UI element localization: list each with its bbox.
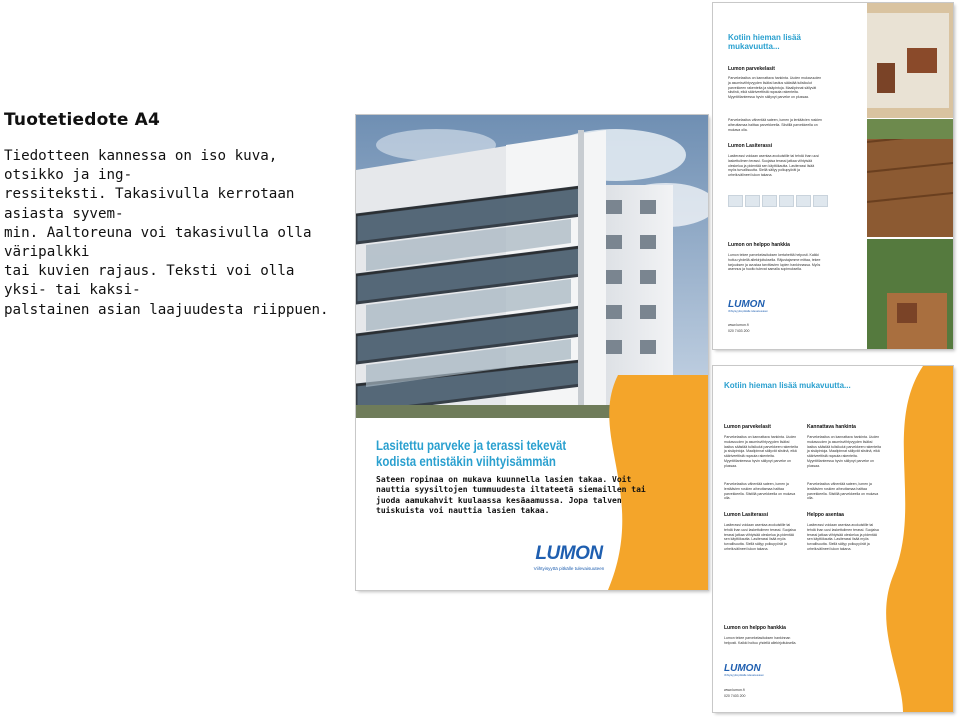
illustration-thumb	[728, 195, 743, 207]
back2-text-left-1: Parvekelasitus on kannattava hankinta. Uuden mukavuuden ja asumisviihtyvyyden lisäksi lasitus säästää tulisikulut parvekkeen rakenteita ja sisäpintoja. Maalipinnat säilyvät siistinä, eikä sääriveettistä rapauta rakenteita. Myyntitilanteessa hyvin säilynyt parveke on plussaa.	[724, 435, 798, 468]
page-title: Tuotetiedote A4	[4, 110, 161, 130]
back2-web: www.lumon.fi	[724, 688, 745, 692]
lumon-logo-small	[728, 299, 768, 313]
back2-heading-bottom: Lumon on helppo hankkia	[724, 625, 786, 631]
lumon-logo-small	[724, 663, 764, 677]
back2-text-left-2: Parvekelasitus vähentää sateen, lumen ja lentäävien roskien aiheuttamaa haittaa parvekkeella. Siistillä parvekkeella on mukava olla.	[724, 482, 796, 501]
illustration-thumb	[813, 195, 828, 207]
back1-phone: 020 7403 200	[728, 329, 750, 333]
back1-text-1: Parvekelasitus on kannattava hankinta. Uuden mukavuuden ja asumisviihtyvyyden lisäksi lasitus säästää tulisikulut parvekkeen rakenteita ja sisäpintoja. Maalipinnat säilyvät siistinä, eikä sääriveettistä rapauta rakenteita. Myyntitilanteessa hyvin säilynyt parveke on plussaa.	[728, 76, 822, 100]
lumon-logo	[524, 543, 614, 571]
illustration-thumb	[779, 195, 794, 207]
back1-text-3: Lasiterassi voidaan asentaa avokuistille tai tehdä ihan uusi laskettuilmen terassi. Suojaisa terassi jatkaa viihtyisää oleskelua ja pidentää sen käyttökautta. Lasiterassi lisää myös turvallisuutta. Siellä säilyy polkupyörät ja urheiluvälineet lukon takana.	[728, 154, 819, 178]
illustration-thumb	[745, 195, 760, 207]
back1-heading-3: Lumon on helppo hankkia	[728, 242, 790, 248]
back1-heading-2: Lumon Lasiterassi	[728, 143, 773, 149]
cover-headline: Lasitettu parveke ja terassi tekevät kodista entistäkin viihtyisämmän	[376, 437, 567, 469]
logo-tagline: Viihtyisyyttä pitkälle tulevaisuuteen	[533, 566, 605, 571]
back2-heading-right-2: Helppo asentaa	[807, 512, 844, 518]
back2-heading-left-1: Lumon parvekelasit	[724, 424, 771, 430]
back-page-photos	[713, 3, 953, 349]
logo-tagline: Viihtyisyyttä pitkälle tulevaisuuteen	[728, 310, 768, 313]
cover-ingress: Sateen ropinaa on mukava kuunnella lasien takaa. Voit nauttia syysiltojen tummuudesta iltateetä siemaillen tai juoda aamukahvit kuulaassa kesäaamussa. Jopa talven tuiskuista voi nauttia lasien takaa.	[376, 475, 646, 516]
cover-page	[356, 115, 708, 590]
back1-title: Kotiin hieman lisää mukavuutta...	[728, 33, 801, 51]
back2-title: Kotiin hieman lisää mukavuutta...	[724, 381, 851, 390]
back2-text-right-3: Lasiterassi voidaan asentaa avokuistille tai tehdä ihan uusi laskettuilmen terassi. Suojaisa terassi jatkaa viihtyisää oleskelua ja pidentää sen käyttökautta. Lasiterassi lisää myös turvallisuutta. Siellä säilyy polkupyörät ja urheiluvälineet lukon takana.	[807, 523, 879, 551]
building-photo	[356, 115, 708, 418]
logo-wordmark: LUMON	[728, 299, 765, 310]
wave-edge	[837, 3, 867, 349]
illustration-thumb	[796, 195, 811, 207]
logo-tagline: Viihtyisyyttä pitkälle tulevaisuuteen	[724, 674, 764, 677]
illustration-row	[728, 195, 828, 207]
back2-heading-right-1: Kannattava hankinta	[807, 424, 856, 430]
back1-text-4: Lumon tekee parvekelasituksen kertaheittä helposti. Kaikki hoituu yhdellä allekirjoituksella. Räjustajamme mittaa, tekee tarjouksen ja avustaa tarvittavien lupien hankinnassa. Myös asennus ja huolto tulevat samalla sopimuksella.	[728, 253, 821, 272]
intro-description: Tiedotteen kannessa on iso kuva, otsikko ja ing- ressiteksti. Takasivulla kerrotaan asiasta syvem- min. Aaltoreuna voi takasivulla olla väripalkki tai kuvien rajaus. Teksti voi olla yksi- tai kaksi- palstainen asian laajuudesta riippuen.	[4, 148, 329, 318]
illustration-thumb	[762, 195, 777, 207]
terrace-photos	[857, 3, 953, 349]
back1-web: www.lumon.fi	[728, 323, 749, 327]
back1-text-2: Parvekelasitus vähentää sateen, lumen ja lentäävien roskien aiheuttamaa haittaa parvekkeella. Siistillä parvekkeella on mukava olla.	[728, 118, 822, 132]
back2-heading-left-2: Lumon Lasiterassi	[724, 512, 769, 518]
back2-text-left-3: Lasiterassi voidaan asentaa avokuistille tai tehdä ihan uusi laskettuilmen terassi. Suojaisa terassi jatkaa viihtyisää oleskelua ja pidentää sen käyttökautta. Lasiterassi lisää myös turvallisuutta. Siellä säilyy polkupyörät ja urheiluvälineet lukon takana.	[724, 523, 796, 551]
back-page-orange	[713, 366, 953, 712]
back1-heading-1: Lumon parvekelasit	[728, 66, 775, 72]
back2-text-right-1: Parvekelasitus on kannattava hankinta. Uuden mukavuuden ja asumisviihtyvyyden lisäksi lasitus säästää tulisikulut parvekkeen rakenteita ja sisäpintoja. Maalipinnat säilyvät siistinä, eikä sääriveettistä rapauta rakenteita. Myyntitilanteessa hyvin säilynyt parveke on plussaa.	[807, 435, 881, 468]
back2-text-bottom: Lumon tekee parvekelasituksen hankinnan helposti. Kaikki hoituu yhdellä allekirjoituksella.	[724, 636, 797, 645]
logo-wordmark: LUMON	[535, 543, 603, 564]
back2-text-right-2: Parvekelasitus vähentää sateen, lumen ja lentäävien roskien aiheuttamaa haittaa parvekkeella. Siistillä parvekkeella on mukava olla.	[807, 482, 879, 501]
back2-phone: 020 7403 200	[724, 694, 746, 698]
logo-wordmark: LUMON	[724, 663, 761, 674]
